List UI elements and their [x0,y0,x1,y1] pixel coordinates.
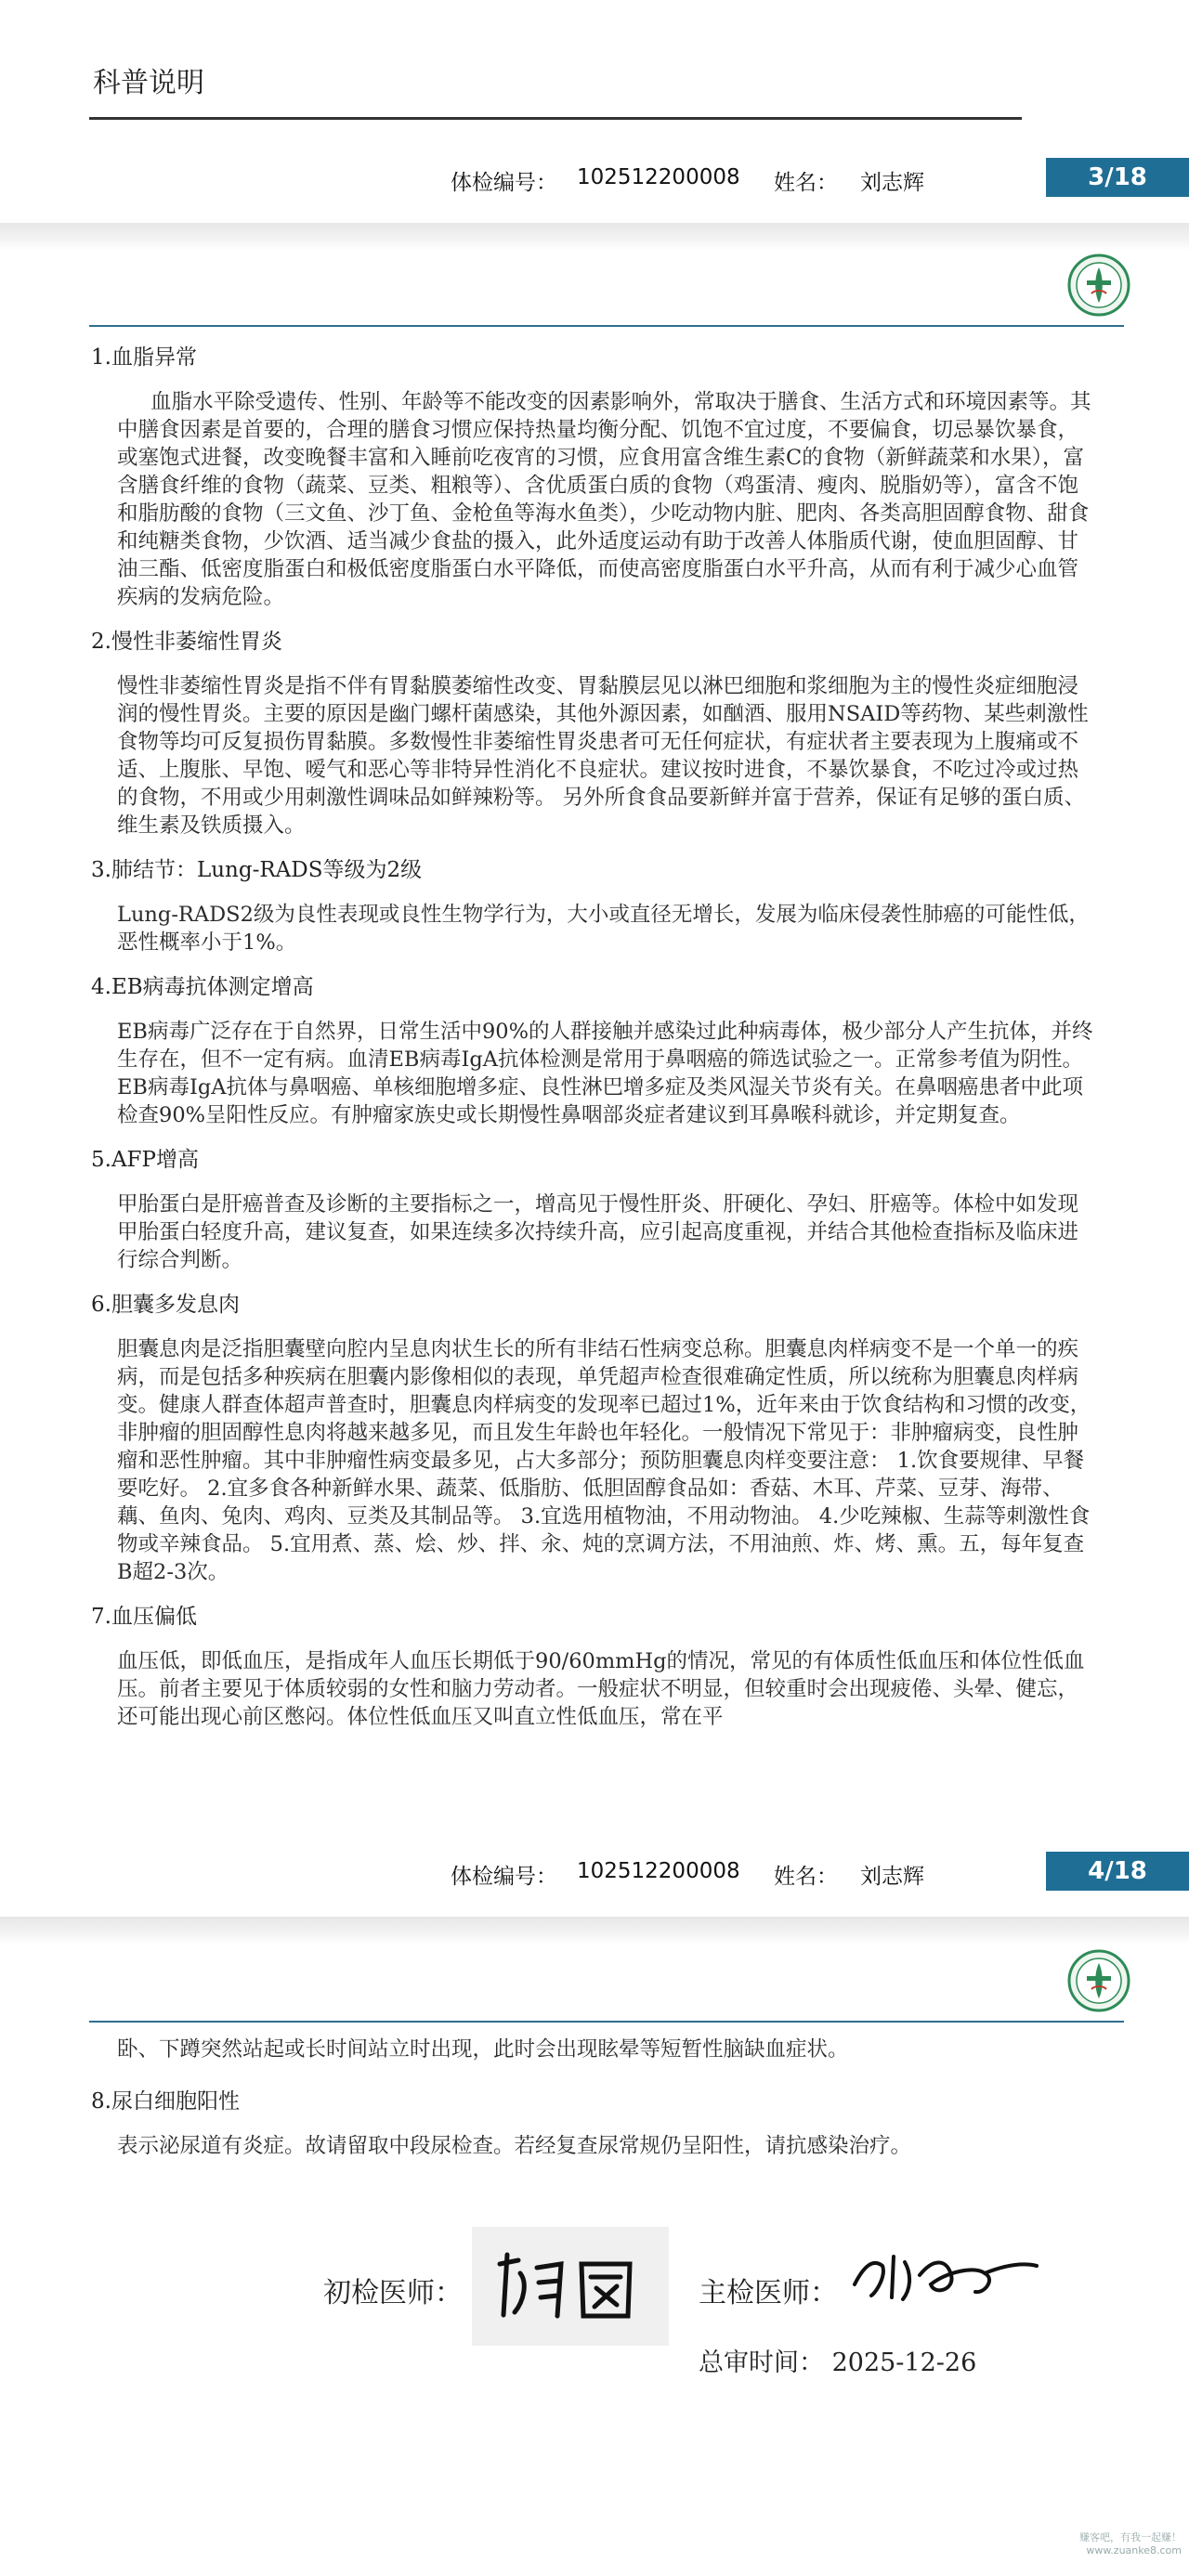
section-title: 1.血脂异常 [91,345,197,370]
name-label: 姓名： [774,171,838,195]
header-rule [89,325,1124,327]
site-watermark [1079,2531,1182,2563]
page-gap [0,1917,1189,1945]
exam-no-value: 102512200008 [577,1859,740,1883]
watermark-line1: 赚客吧，有我一起赚！ [1079,2531,1182,2543]
first-doctor-signature [472,2227,669,2346]
title-rule [89,117,1022,120]
exam-no-value: 102512200008 [577,165,740,189]
section-title: 5.AFP增高 [91,1148,199,1172]
page-gap [0,223,1189,251]
exam-no-label: 体检编号： [451,171,557,195]
chief-doctor-signature [845,2238,1040,2312]
header-rule [89,2021,1124,2023]
section-body: 血压低，即低血压，是指成年人血压长期低于90/60mmHg的情况，常见的有体质性低血压和体位性低血压。前者主要见于体质较弱的女性和脑力劳动者。一般症状不明显，但较重时会出现疲倦、头晕、健忘，还可能出现心前区憋闷。体位性低血压又叫直立性低血压，常在平 [117,1649,1085,1729]
section-urine-wbc [91,2088,1094,2160]
section-body: 胆囊息肉是泛指胆囊壁向腔内呈息肉状生长的所有非结石性病变总称。胆囊息肉样病变不是一个单一的疾病，而是包括多种疾病在胆囊内影像相似的表现，单凭超声检查很难确定性质，所以统称为胆囊息肉样病变。健康人群查体超声普查时，胆囊息肉样病变的发现率已超过1%，近年来由于饮食结构和习惯的改变，非肿瘤的胆固醇性息肉将越来越多见，而且发生年龄也年轻化。一般情况下常见于：非肿瘤病变，良性肿瘤和恶性肿瘤。其中非肿瘤性病变最多见，占大多部分；预防胆囊息肉样变要注意： 1.饮食要规律、早餐要吃好。 2.宜多食各种新鲜水果、蔬菜、低脂肪、低胆固醇食品如：香菇、木耳、芹菜、豆芽、海带、藕、鱼肉、兔肉、鸡肉、豆类及其制品等。 3.宜选用植物油，不用动物油。 4.少吃辣椒、生蒜等刺激性食物或辛辣食品。 5.宜用煮、蒸、烩、炒、拌、汆、炖的烹调方法，不用油煎、炸、烤、熏。五，每年复查B超2-3次。 [117,1337,1091,1584]
section-low-blood-pressure [91,1603,1094,1731]
report-content [91,344,1094,1748]
section-lung-nodule [91,856,1094,956]
review-date: 2025-12-26 [831,2348,977,2377]
chief-doctor-label: 主检医师： [699,2277,838,2309]
section-body: 甲胎蛋白是肝癌普查及诊断的主要指标之一，增高见于慢性肝炎、肝硬化、孕妇、肝癌等。体检中如发现甲胎蛋白轻度升高，建议复查，如果连续多次持续升高，应引起高度重视，并结合其他检查指标及临床进行综合判断。 [117,1192,1079,1272]
section-afp [91,1146,1094,1274]
section-blood-lipid [91,344,1094,611]
section-gallbladder-polyp [91,1291,1094,1586]
section-body: 血脂水平除受遗传、性别、年龄等不能改变的因素影响外，常取决于膳食、生活方式和环境因素等。其中膳食因素是首要的，合理的膳食习惯应保持热量均衡分配、饥饱不宜过度，不要偏食，切忌暴饮暴食，或塞饱式进餐，改变晚餐丰富和入睡前吃夜宵的习惯，应食用富含维生素C的食物（新鲜蔬菜和水果），富含膳食纤维的食物（蔬菜、豆类、粗粮等）、含优质蛋白质的食物（鸡蛋清、瘦肉、脱脂奶等），富含不饱和脂肪酸的食物（三文鱼、沙丁鱼、金枪鱼等海水鱼类），少吃动物内脏、肥肉、各类高胆固醇食物、甜食和纯糖类食物，少饮酒、适当减少食盐的摄入，此外适度运动有助于改善人体脂质代谢，使血胆固醇、甘油三酯、低密度脂蛋白和极低密度脂蛋白水平降低，而使高密度脂蛋白水平升高，从而有利于减少心血管疾病的发病危险。 [117,390,1091,609]
page-number-badge: 4/18 [1046,1852,1189,1891]
section-body: Lung-RADS2级为良性表现或良性生物学行为，大小或直径无增长，发展为临床侵袭性肺癌的可能性低，恶性概率小于1%。 [117,903,1090,955]
section-body: 表示泌尿道有炎症。故请留取中段尿检查。若经复查尿常规仍呈阳性，请抗感染治疗。 [117,2134,912,2158]
hospital-logo-icon [1066,1948,1131,2013]
continued-text: 卧、下蹲突然站起或长时间站立时出现，此时会出现眩晕等短暂性脑缺血症状。 [117,2037,849,2062]
hospital-logo-icon [1066,253,1131,318]
report-content-continued [91,2036,1094,2177]
section-title: 6.胆囊多发息肉 [91,1293,240,1317]
footer-bar-page-4 [0,1850,1189,1894]
exam-no-label: 体检编号： [451,1865,557,1889]
section-eb-virus [91,973,1094,1129]
page-title: 科普说明 [93,67,204,99]
watermark-line2: www.zuanke8.com [1086,2544,1182,2556]
review-time-label: 总审时间： [699,2348,824,2377]
name-value: 刘志辉 [860,171,924,195]
name-value: 刘志辉 [860,1865,924,1889]
section-gastritis [91,628,1094,839]
review-time [699,2342,976,2378]
section-title: 7.血压偏低 [91,1605,197,1629]
section-title: 2.慢性非萎缩性胃炎 [91,630,282,654]
page-number-badge: 3/18 [1046,158,1189,197]
section-title: 3.肺结节：Lung-RADS等级为2级 [91,858,423,882]
section-title: 8.尿白细胞阳性 [91,2089,240,2114]
first-doctor-label: 初检医师： [323,2277,463,2309]
section-body: 慢性非萎缩性胃炎是指不伴有胃黏膜萎缩性改变、胃黏膜层见以淋巴细胞和浆细胞为主的慢性炎症细胞浸润的慢性胃炎。主要的原因是幽门螺杆菌感染，其他外源因素，如酗酒、服用NSAID等药物、某些刺激性食物等均可反复损伤胃黏膜。多数慢性非萎缩性胃炎患者可无任何症状，有症状者主要表现为上腹痛或不适、上腹胀、早饱、嗳气和恶心等非特异性消化不良症状。建议按时进食，不暴饮暴食，不吃过冷或过热的食物，不用或少用刺激性调味品如鲜辣粉等。 另外所食食品要新鲜并富于营养，保证有足够的蛋白质、维生素及铁质摄入。 [117,674,1089,838]
footer-bar-page-3 [0,156,1189,201]
name-label: 姓名： [774,1865,838,1889]
section-title: 4.EB病毒抗体测定增高 [91,975,314,999]
section-body: EB病毒广泛存在于自然界，日常生活中90%的人群接触并感染过此种病毒体，极少部分人产生抗体，并终生存在，但不一定有病。血清EB病毒IgA抗体检测是常用于鼻咽癌的筛选试验之一。正常参考值为阴性。EB病毒IgA抗体与鼻咽癌、单核细胞增多症、良性淋巴增多症及类风湿关节炎有关。在鼻咽癌患者中此项检查90%呈阳性反应。有肿瘤家族史或长期慢性鼻咽部炎症者建议到耳鼻喉科就诊，并定期复查。 [117,1020,1093,1127]
